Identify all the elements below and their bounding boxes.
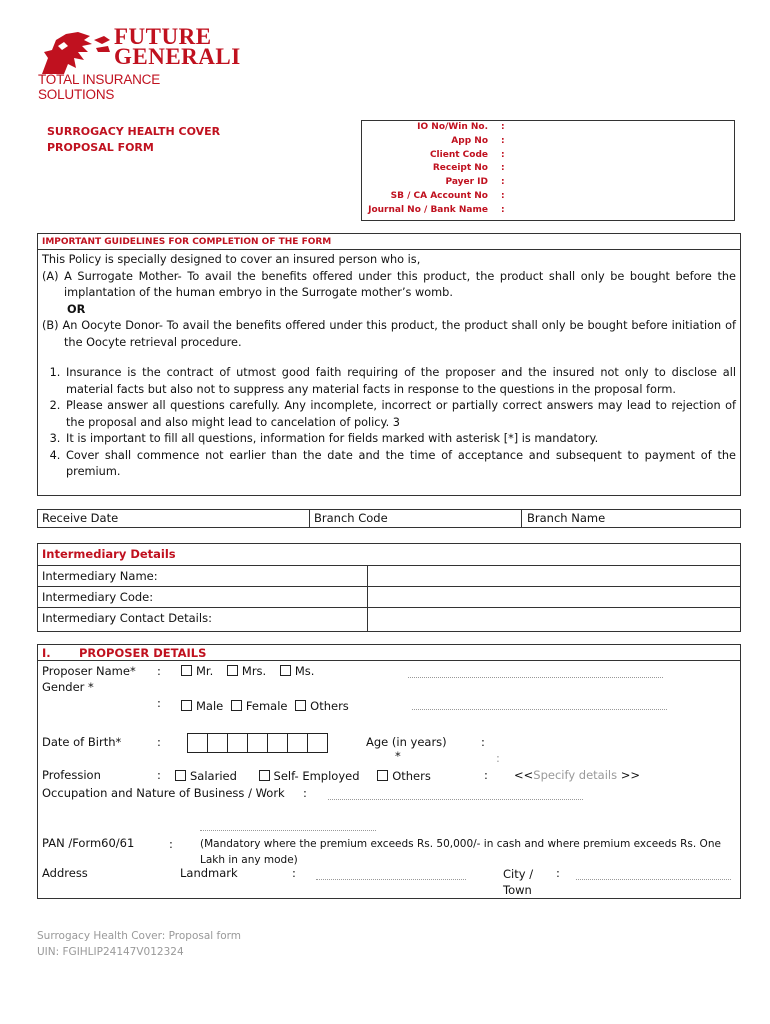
specify-details[interactable]: [514, 768, 640, 782]
colon: :: [292, 866, 296, 880]
office-use-label: Client Code: [429, 149, 488, 160]
form-title-line2: PROPOSAL FORM: [47, 141, 154, 154]
office-use-input[interactable]: [512, 162, 727, 175]
footer-line2: UIN: FGIHLIP24147V012324: [37, 946, 184, 958]
gender-label: Gender *: [42, 680, 94, 694]
landmark-label: Landmark: [180, 866, 238, 880]
guideline-point: 3. It is important to fill all questions, information for fields marked with asterisk [*] is mandatory.: [64, 431, 736, 448]
gender-input[interactable]: [412, 702, 667, 710]
age-label: Age (in years): [366, 735, 447, 749]
age-star: *: [395, 749, 401, 763]
profession-label: Profession: [42, 768, 101, 782]
office-use-row: [362, 121, 734, 135]
colon: :: [556, 866, 560, 880]
office-use-row: [362, 176, 734, 190]
city-input[interactable]: [576, 871, 731, 880]
office-use-input[interactable]: [512, 135, 727, 148]
office-use-colon: :: [501, 177, 505, 188]
office-use-row: [362, 190, 734, 204]
office-use-label: IO No/Win No.: [417, 122, 488, 132]
guidelines-heading: IMPORTANT GUIDELINES FOR COMPLETION OF THE FORM: [38, 234, 740, 250]
address-label: Address: [42, 866, 88, 880]
brand-name-line1: FUTURE: [114, 24, 212, 49]
office-use-colon: :: [501, 204, 505, 215]
gender-male-checkbox[interactable]: Male: [181, 699, 223, 713]
proposer-box: [37, 644, 741, 899]
proposer-name-input[interactable]: [408, 670, 663, 678]
colon: :: [169, 837, 173, 851]
pan-note: (Mandatory where the premium exceeds Rs. 50,000/- in cash and where premium exceeds Rs. One Lakh in any mode): [200, 838, 721, 866]
guideline-point: 2. Please answer all questions carefully. Any incomplete, incorrect or partially correct answers may lead to rejection of the proposal and also might lead to cancelation of policy. 3: [64, 398, 736, 431]
office-use-row: [362, 135, 734, 149]
colon: :: [481, 735, 485, 749]
office-use-label: SB / CA Account No: [390, 190, 488, 201]
office-use-colon: :: [501, 149, 505, 160]
guidelines-box: [37, 233, 741, 496]
intermediary-name-input[interactable]: [368, 566, 738, 585]
footer-line1: Surrogacy Health Cover: Proposal form: [37, 930, 242, 942]
intermediary-name-label: Intermediary Name:: [42, 569, 158, 583]
footer: [37, 928, 241, 960]
gender-female-checkbox[interactable]: Female: [231, 699, 288, 713]
guideline-point: 1. Insurance is the contract of utmost good faith requiring of the proposer and the insured not only to disclose all material facts but also not to suppress any material facts in response to the questions in the proposal form.: [64, 365, 736, 398]
title-options: [181, 664, 314, 678]
profession-salaried-checkbox[interactable]: Salaried: [175, 769, 237, 783]
office-use-input[interactable]: [512, 149, 727, 162]
form-title-line1: SURROGACY HEALTH COVER: [47, 125, 221, 138]
office-use-colon: :: [501, 122, 505, 132]
title-mrs-checkbox[interactable]: Mrs.: [227, 664, 266, 678]
dob-label: Date of Birth*: [42, 735, 122, 749]
office-use-table: [361, 120, 735, 221]
proposer-name-label: Proposer Name*: [42, 664, 136, 678]
office-use-row: [362, 162, 734, 176]
intermediary-contact-input[interactable]: [368, 608, 738, 630]
proposer-heading: PROPOSER DETAILS: [79, 646, 207, 660]
intermediary-box: [37, 543, 741, 632]
office-use-input[interactable]: [512, 190, 727, 203]
colon: :: [157, 768, 161, 782]
colon: :: [157, 664, 161, 678]
office-use-label: App No: [451, 135, 488, 146]
guidelines-points: [42, 365, 736, 481]
office-use-colon: :: [501, 163, 505, 174]
intermediary-code-label: Intermediary Code:: [42, 590, 154, 604]
colon: :: [484, 768, 488, 782]
guidelines-option-b: (B) An Oocyte Donor- To avail the benefits offered under this product, the product shall only be bought before initiation of the Oocyte retrieval procedure.: [42, 319, 736, 349]
office-use-label: Journal No / Bank Name: [368, 204, 488, 215]
office-use-colon: :: [501, 135, 505, 146]
intermediary-code-input[interactable]: [368, 587, 738, 606]
brand-logo: [38, 24, 241, 102]
colon: :: [496, 751, 500, 765]
title-mr-checkbox[interactable]: Mr.: [181, 664, 213, 678]
title-ms-checkbox[interactable]: Ms.: [280, 664, 315, 678]
specify-details-text: <<Specify details >>: [514, 768, 641, 782]
office-use-label: Receipt No: [432, 163, 488, 174]
pan-label: PAN /Form60/61: [42, 836, 135, 850]
gender-others-checkbox[interactable]: Others: [295, 699, 349, 713]
receive-date-field[interactable]: Receive Date: [42, 511, 119, 525]
city-label: City / Town: [503, 867, 534, 897]
guidelines-or: OR: [67, 302, 86, 316]
occupation-input[interactable]: [328, 791, 583, 800]
office-use-input[interactable]: [512, 176, 727, 189]
pan-input[interactable]: [200, 823, 376, 831]
branch-code-field[interactable]: Branch Code: [314, 511, 388, 525]
colon: :: [157, 696, 161, 710]
office-use-colon: :: [501, 190, 505, 201]
brand-name-line2: GENERALI: [114, 44, 241, 69]
dob-boxes[interactable]: [187, 733, 328, 753]
profession-others-checkbox[interactable]: Others: [377, 769, 431, 783]
intermediary-heading: Intermediary Details: [42, 547, 176, 561]
office-use-input[interactable]: [512, 204, 727, 217]
proposer-number: I.: [42, 646, 51, 660]
receipt-row: [37, 509, 741, 528]
intermediary-contact-label: Intermediary Contact Details:: [42, 611, 212, 625]
office-use-row: [362, 149, 734, 163]
guidelines-option-a: (A) A Surrogate Mother- To avail the benefits offered under this product, the product shall only be bought before the implantation of the human embryo in the Surrogate mother’s womb.: [42, 269, 736, 299]
brand-tagline: TOTAL INSURANCE SOLUTIONS: [38, 72, 161, 102]
lion-icon: [38, 30, 112, 76]
form-title: [47, 124, 220, 156]
office-use-label: Payer ID: [445, 177, 488, 188]
colon: :: [157, 735, 161, 749]
guidelines-intro: This Policy is specially designed to cover an insured person who is,: [42, 253, 421, 266]
guideline-point: 4. Cover shall commence not earlier than the date and the time of acceptance and subsequent to payment of the premium.: [64, 448, 736, 481]
office-use-input[interactable]: [512, 121, 727, 134]
gender-options: [181, 699, 349, 713]
colon: :: [303, 786, 307, 800]
landmark-input[interactable]: [316, 871, 466, 880]
profession-self-employed-checkbox[interactable]: Self- Employed: [259, 769, 360, 783]
office-use-row: [362, 204, 734, 218]
branch-name-field[interactable]: Branch Name: [527, 511, 606, 525]
occupation-label: Occupation and Nature of Business / Work: [42, 786, 285, 800]
profession-options: [175, 769, 431, 783]
